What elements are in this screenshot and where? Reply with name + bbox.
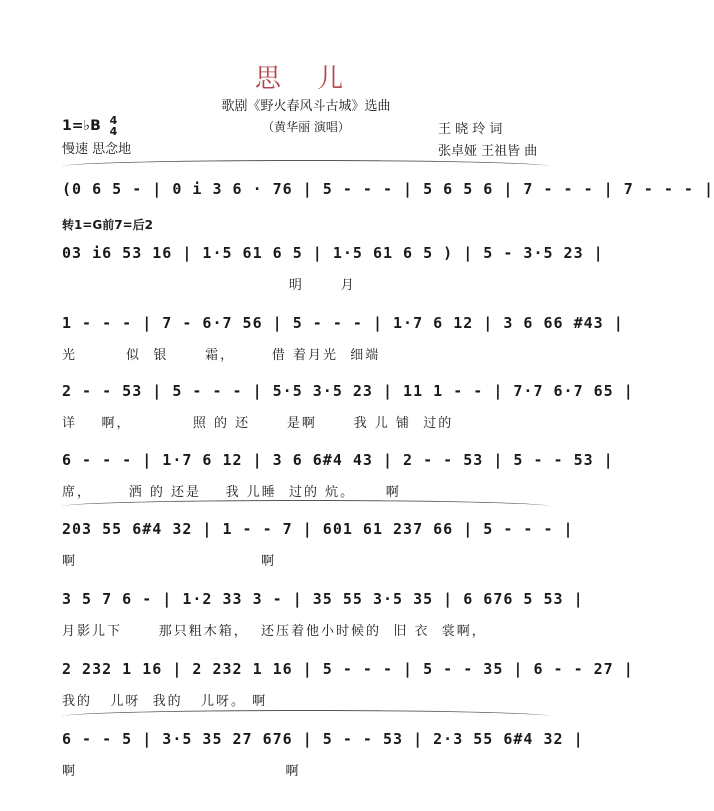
tie-arc [62, 500, 550, 513]
notation: (0 6 5 - | 0 i 3 6 · 76 | 5 - - - | 5 6 5 6 | 7 - - - | 7 - - - | [62, 180, 714, 198]
lyric-line: 明 月 [62, 278, 356, 293]
lyric-line: 啊 啊 [62, 764, 301, 779]
lyric-line: 啊 啊 [62, 554, 276, 569]
key-signature [62, 115, 117, 137]
time-denominator: 4 [109, 125, 118, 138]
composer-credit: 张卓娅 王祖皆 曲 [438, 144, 538, 159]
notation: 6 - - - | 1·7 6 12 | 3 6 6#4 43 | 2 - - 53 | 5 - - 53 | [62, 451, 614, 469]
key-value: 1=♭B [62, 118, 101, 134]
lyric-line: 我的 儿呀 我的 儿呀。 啊 [62, 694, 268, 709]
notation: 3 5 7 6 - | 1·2 33 3 - | 35 55 3·5 35 | 6 676 5 53 | [62, 590, 584, 608]
notation: 203 55 6#4 32 | 1 - - 7 | 601 61 237 66 | 5 - - - | [62, 520, 574, 538]
time-signature [110, 115, 118, 137]
lyricist-credit: 王 晓 玲 词 [438, 122, 503, 137]
modulation-marking: 转1=G前7=后2 [62, 218, 154, 232]
notation: 6 - - 5 | 3·5 35 27 676 | 5 - - 53 | 2·3 55 6#4 32 | [62, 730, 584, 748]
lyric-line: 详 啊， 照 的 还 是啊 我 儿 铺 过的 [62, 416, 454, 431]
notation: 03 i6 53 16 | 1·5 61 6 5 | 1·5 61 6 5 ) | 5 - 3·5 23 | [62, 244, 604, 262]
opera-subtitle: 歌剧《野火春风斗古城》选曲 [221, 99, 391, 114]
tie-arc [62, 160, 550, 173]
lyric-line: 月影儿下 那只粗木箱， 还压着他小时候的 旧 衣 裳啊， [62, 624, 487, 639]
tie-arc [62, 710, 550, 723]
time-numerator: 4 [109, 114, 118, 127]
lyric-line: 光 似 银 霜， 借 着月光 细端 [62, 348, 381, 363]
notation: 2 - - 53 | 5 - - - | 5·5 3·5 23 | 11 1 - - | 7·7 6·7 65 | [62, 382, 634, 400]
song-title: 思 儿 [254, 64, 358, 94]
lyric-line [62, 210, 550, 230]
notation: 2 232 1 16 | 2 232 1 16 | 5 - - - | 5 - - 35 | 6 - - 27 | [62, 660, 634, 678]
singer-credit: （黄华丽 演唱） [262, 120, 350, 134]
lyric-line: 席， 洒 的 还是 我 儿睡 过的 炕。 啊 [62, 485, 401, 500]
notation: 1 - - - | 7 - 6·7 56 | 5 - - - | 1·7 6 12 | 3 6 66 #43 | [62, 314, 624, 332]
tempo-marking: 慢速 思念地 [62, 142, 132, 157]
